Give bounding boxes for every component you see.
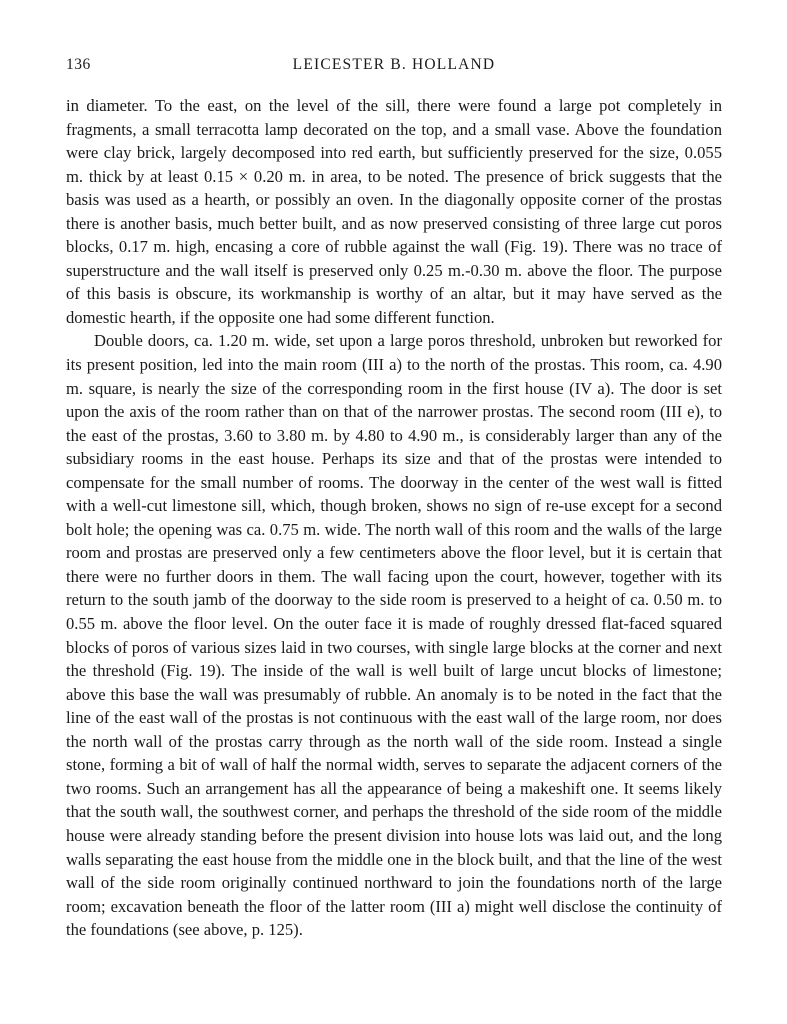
paragraph-double-doors: Double doors, ca. 1.20 m. wide, set upon a large poros threshold, unbroken but reworked for its present position, led into the main room (III a) to the north of the prostas. This room, ca. 4.90 m. square, is nearly the size of the corresponding room in the first house (IV a). The door is set upon the axis of the room rather than on that of the narrower prostas. The second room (III e), to the east of the prostas, 3.60 to 3.80 m. by 4.80 to 4.90 m., is considerably larger than any of the subsidiary rooms in the east house. Perhaps its size and that of the prostas were intended to compensate for the small number of rooms. The doorway in the center of the west wall is fitted with a well-cut limestone sill, which, though broken, shows no sign of re-use except for a second bolt hole; the opening was ca. 0.75 m. wide. The north wall of this room and the walls of the large room and prostas are preserved only a few centimeters above the floor level, but it is certain that there were no further doors in them. The wall facing upon the court, however, together with its return to the south jamb of the doorway to the side room is preserved to a height of ca. 0.50 m. to 0.55 m. above the floor level. On the outer face it is made of roughly dressed flat-faced squared blocks of poros of various sizes laid in two courses, with single large blocks at the corner and next the threshold (Fig. 19). The inside of the wall is well built of large uncut blocks of limestone; above this base the wall was presumably of rubble. An anomaly is to be noted in the fact that the line of the east wall of the prostas is not continuous with the east wall of the large room, nor does the north wall of the prostas carry through as the north wall of the side room. Instead a single stone, forming a bit of wall of half the normal width, serves to separate the adjacent corners of the two rooms. Such an arrangement has all the appearance of being a makeshift one. It seems likely that the south wall, the southwest corner, and perhaps the threshold of the side room of the middle house were already standing before the present division into house lots was laid out, and the long walls separating the east house from the middle one in the block built, and that the line of the west wall of the side room originally continued northward to join the foundations north of the large room; excavation beneath the floor of the latter room (III a) might well disclose the continuity of the foundations (see above, p. 125). [66,331,722,940]
page-number: 136 [66,56,91,73]
running-head [66,56,722,80]
paragraph-continued: in diameter. To the east, on the level of the sill, there were found a large pot completely in fragments, a small terracotta lamp decorated on the top, and a small vase. Above the foundation were clay brick, largely decomposed into red earth, but sufficiently preserved for the size, 0.055 m. thick by at least 0.15 × 0.20 m. in area, to be noted. The presence of brick suggests that the basis was used as a hearth, or possibly an oven. In the diagonally opposite corner of the prostas there is another basis, much better built, and as now preserved consisting of three large cut poros blocks, 0.17 m. high, encasing a core of rubble against the wall (Fig. 19). There was no trace of superstructure and the wall itself is preserved only 0.25 m.-0.30 m. above the floor. The purpose of this basis is obscure, its workmanship is worthy of an altar, but it may have served as the domestic hearth, if the opposite one had some different function. [66,96,722,327]
running-title: LEICESTER B. HOLLAND [292,56,496,73]
document-page [66,56,722,942]
body-text [66,94,722,942]
